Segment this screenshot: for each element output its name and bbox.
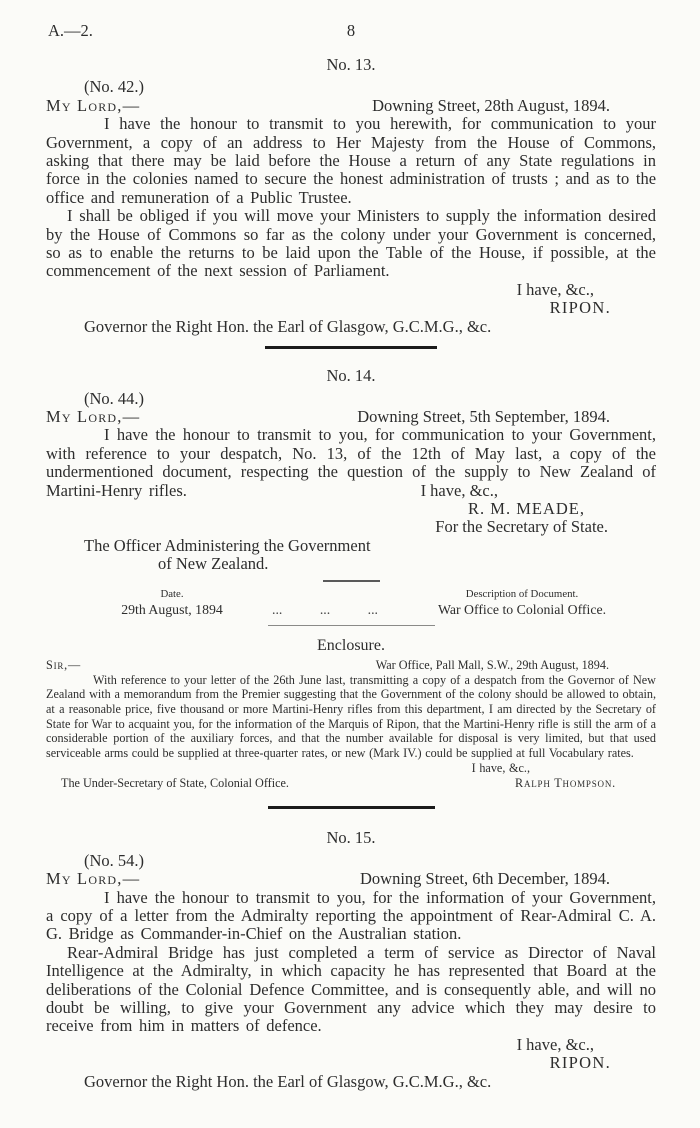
enclosure-paragraph-text: With reference to your letter of the 26th June last, transmitting a copy of a despatch from the Governor of New Zealand with a memorandum from the Premier suggesting that the Government of the colony should be allowed to obtain, at a reasonable price, five thousand or more Martini-Henry rifles from this department, I am directed by the Secretary of State for War to acquaint you, for the information of the Marquis of Ripon, that the Martini-Henry rifle is still the arm of a considerable portion of the auxiliary forces, and that the number available for disposal is very limited, but that used serviceable arms could be supplied at three-quarter rates, or new (Mark IV.) could be supplied at full Vocabulary rates. (46, 672, 656, 761)
letter-paragraph (46, 426, 656, 500)
signature: RIPON. (549, 1053, 611, 1073)
leader-dot-group: ... (319, 601, 331, 617)
salutation: My Lord,— (46, 95, 141, 115)
signature: Ralph Thompson. (515, 775, 616, 790)
enclosure-paragraph (46, 672, 656, 775)
dateline: Downing Street, 28th August, 1894. (372, 95, 610, 115)
signature: R. M. MEADE, (468, 498, 585, 518)
leader-dot-group: ... (367, 601, 378, 617)
enclosure-footer (46, 776, 656, 791)
page-header (46, 22, 656, 41)
despatch-ref: (No. 42.) (84, 77, 145, 97)
letter-paragraph-text: I have the honour to transmit to you, for communication to your Government, with reference to your despatch, No. 13, of the 12th of May last, a copy of the undermentioned document, respecting the question of the supply to New Zealand of Martini-Henry rifles. (46, 425, 656, 500)
letter-heading: No. 14. (326, 366, 376, 386)
leader-dots (242, 601, 402, 618)
dateline: War Office, Pall Mall, S.W., 29th August, 1894. (375, 657, 609, 672)
valediction: I have, &c., (516, 279, 594, 299)
despatch-ref: (No. 54.) (84, 850, 145, 870)
valediction: I have, &c., (471, 760, 530, 775)
valediction: I have, &c., (516, 1034, 594, 1054)
addressee-line: The Officer Administering the Government (84, 535, 371, 555)
salutation-row (46, 97, 656, 115)
letter-paragraph: I have the honour to transmit to you herewith, for communication to your Government, a copy of an address to Her Majesty from the House of Commons, asking that there may be laid before the House a return of any State regulations in force in the colonies named to secure the honest administration of trusts ; and as to the office and remuneration of a Public Trustee. (46, 114, 657, 207)
addressee-line: of New Zealand. (158, 554, 269, 574)
letter-no-13 (46, 56, 656, 336)
document-reference: A.—2. (48, 21, 93, 40)
enclosure-schedule-table (102, 588, 642, 618)
enclosure-section (46, 637, 656, 791)
dateline: Downing Street, 6th December, 1894. (360, 869, 610, 889)
addressee: Governor the Right Hon. the Earl of Glasgow, G.C.M.G., &c. (84, 1071, 492, 1091)
page-number: 8 (346, 21, 356, 40)
leader-dot-group: ... (272, 601, 283, 617)
despatch-ref: (No. 44.) (84, 388, 145, 408)
addressee: The Under-Secretary of State, Colonial Office. (61, 775, 289, 790)
salutation: My Lord,— (46, 406, 141, 426)
section-divider-rule (268, 806, 435, 809)
salutation-row (46, 870, 656, 888)
dateline: Downing Street, 5th September, 1894. (357, 406, 610, 426)
letter-paragraph: Rear-Admiral Bridge has just completed a term of service as Director of Naval Intelligence at the Admiralty, in which capacity he has represented that Board at the deliberations of the Colonial Defence Committee, and is consequently able, and will no doubt be willing, to give your Government any advice which they may desire to receive from him in matters of defence. (46, 942, 656, 1036)
salutation: My Lord,— (46, 869, 141, 889)
table-bottom-rule (268, 625, 435, 626)
salutation-row (46, 408, 656, 426)
salutation: Sir,— (46, 657, 82, 672)
schedule-date-value: 29th August, 1894 (121, 601, 223, 617)
letter-paragraph: I shall be obliged if you will move your Ministers to supply the information desired by the House of Commons so far as the colony under your Government is concerned, so as to enable the returns to be laid upon the Table of the House, if possible, at the commencement of the next session of Parliament. (46, 206, 656, 281)
addressee: Governor the Right Hon. the Earl of Glasgow, G.C.M.G., &c. (84, 316, 492, 336)
letter-heading: No. 13. (326, 55, 376, 74)
date-column-header: Date. (160, 587, 184, 600)
letter-no-14 (46, 367, 656, 790)
description-column-header: Description of Document. (465, 587, 579, 600)
letter-heading: No. 15. (326, 828, 376, 848)
enclosure-heading: Enclosure. (317, 636, 385, 654)
section-divider-rule (265, 346, 437, 349)
enclosure-body (46, 658, 656, 790)
salutation-row (46, 658, 656, 673)
signature: RIPON. (549, 298, 611, 318)
letter-no-15 (46, 829, 656, 1091)
schedule-description-value: War Office to Colonial Office. (437, 601, 607, 617)
valediction: I have, &c., (420, 480, 498, 500)
signature-capacity: For the Secretary of State. (435, 517, 608, 537)
letter-paragraph: I have the honour to transmit to you, for the information of your Government, a copy of a letter from the Admiralty reporting the appointment of Rear-Admiral C. A. G. Bridge as Commander-in-Chief on the Australian station. (46, 887, 656, 944)
schedule-divider-rule (323, 580, 380, 582)
schedule-row (102, 601, 642, 618)
schedule-header-row (102, 588, 642, 601)
